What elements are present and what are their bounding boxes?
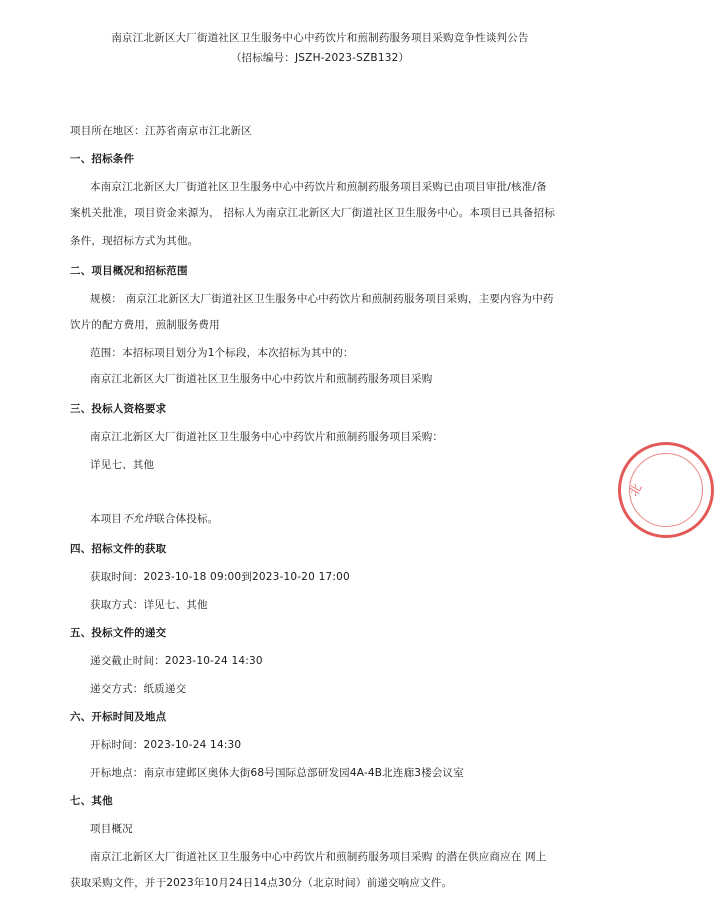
paragraph-line: 递交截止时间：2023-10-24 14:30 [90, 655, 263, 667]
section-heading-6: 六、开标时间及地点 [70, 711, 167, 723]
paragraph-line: 详见七、其他 [90, 459, 155, 471]
tender-number: （招标编号：JSZH-2023-SZB132） [230, 52, 410, 64]
section-heading-2: 二、项目概况和招标范围 [70, 265, 188, 277]
paragraph-line: 规模： 南京江北新区大厂街道社区卫生服务中心中药饮片和煎制药服务项目采购，主要内容为中药 [90, 293, 554, 305]
consortium-suffix: 联合体投标。 [154, 513, 219, 525]
section-heading-1: 一、招标条件 [70, 153, 135, 165]
paragraph-line: 饮片的配方费用，煎制服务费用 [70, 319, 220, 331]
handwritten-fill: 不允许 [122, 513, 155, 525]
section-heading-4: 四、招标文件的获取 [70, 543, 167, 555]
seal-text: 北 [626, 481, 645, 499]
section-heading-5: 五、投标文件的递交 [70, 627, 167, 639]
paragraph-line: 南京江北新区大厂街道社区卫生服务中心中药饮片和煎制药服务项目采购 的潜在供应商应在 网上 [90, 851, 547, 863]
paragraph-line: 南京江北新区大厂街道社区卫生服务中心中药饮片和煎制药服务项目采购 [90, 373, 433, 385]
paragraph-line: 获取时间：2023-10-18 09:00到2023-10-20 17:00 [90, 571, 350, 583]
paragraph-line: 本南京江北新区大厂街道社区卫生服务中心中药饮片和煎制药服务项目采购已由项目审批/核准/备 [90, 181, 547, 193]
paragraph-line: 获取采购文件，并于2023年10月24日14点30分（北京时间）前递交响应文件。 [70, 877, 453, 889]
paragraph-line: 递交方式：纸质递交 [90, 683, 187, 695]
paragraph-line: 开标地点：南京市建邺区奥体大街68号国际总部研发园4A-4B北连廊3楼会议室 [90, 767, 464, 779]
paragraph-line: 获取方式：详见七、其他 [90, 599, 208, 611]
paragraph-line: 范围：本招标项目划分为1个标段，本次招标为其中的： [90, 347, 354, 359]
project-location: 项目所在地区：江苏省南京市江北新区 [70, 125, 252, 137]
consortium-prefix: 本项目 [90, 513, 123, 525]
paragraph-line: 项目概况 [90, 823, 133, 835]
official-seal [618, 442, 714, 538]
paragraph-line: 开标时间：2023-10-24 14:30 [90, 739, 242, 751]
consortium-line [90, 512, 218, 526]
document-title: 南京江北新区大厂街道社区卫生服务中心中药饮片和煎制药服务项目采购竞争性谈判公告 [111, 32, 529, 44]
paragraph-line: 条件，现招标方式为其他。 [70, 235, 199, 247]
paragraph-line: 南京江北新区大厂街道社区卫生服务中心中药饮片和煎制药服务项目采购： [90, 431, 444, 443]
section-heading-3: 三、投标人资格要求 [70, 403, 167, 415]
paragraph-line: 案机关批准，项目资金来源为， 招标人为南京江北新区大厂街道社区卫生服务中心。本项目已具备招标 [70, 207, 556, 219]
section-heading-7: 七、其他 [70, 795, 113, 807]
